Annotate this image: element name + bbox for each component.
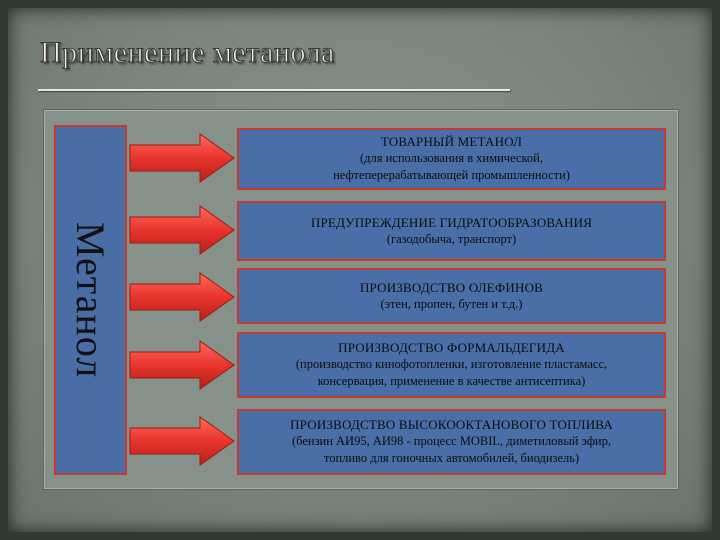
usage-box-detail: (для использования в химической, — [359, 151, 543, 165]
usage-box-title: ПРОИЗВОДСТВО ВЫСОКООКТАНОВОГО ТОПЛИВА — [290, 417, 613, 432]
usage-box-title: ПРОИЗВОДСТВО ФОРМАЛЬДЕГИДА — [338, 340, 565, 355]
usage-box-formaldehyde — [237, 332, 666, 398]
usage-box-detail: (бензин АИ95, АИ98 - процесс MOBIL, диметиловый эфир, — [291, 434, 611, 448]
arrow-2 — [130, 206, 234, 254]
arrow-5 — [130, 417, 234, 465]
usage-box-hydrate-prevention — [237, 201, 666, 261]
usage-box-detail: консервация, применение в качестве антисептика) — [317, 374, 586, 388]
arrow-4 — [130, 341, 234, 389]
arrow-3 — [130, 273, 234, 321]
usage-box-detail: нефтеперерабатывающей промышленности) — [333, 168, 570, 182]
usage-box-detail: (производство кинофотопленки, изготовление пластамасс, — [295, 357, 608, 371]
arrow-1 — [130, 134, 234, 182]
slide-title: Применение метанола — [40, 36, 335, 69]
usage-box-high-octane-fuel — [237, 409, 666, 475]
source-label: Метанол — [68, 221, 113, 379]
usage-box-olefins — [237, 268, 666, 324]
usage-box-title: ПРОИЗВОДСТВО ОЛЕФИНОВ — [359, 279, 544, 295]
usage-box-detail: топливо для гоночных автомобилей, биодизель) — [323, 451, 580, 465]
usage-box-detail: (газодобыча, транспорт) — [386, 231, 517, 246]
usage-box-commercial-methanol — [237, 128, 666, 190]
usage-box-title: ПРЕДУПРЕЖДЕНИЕ ГИДРАТООБРАЗОВАНИЯ — [310, 214, 593, 230]
usage-box-detail: (этен, пропен, бутен и т.д.) — [380, 296, 523, 311]
usage-box-title: ТОВАРНЫЙ МЕТАНОЛ — [380, 134, 523, 149]
